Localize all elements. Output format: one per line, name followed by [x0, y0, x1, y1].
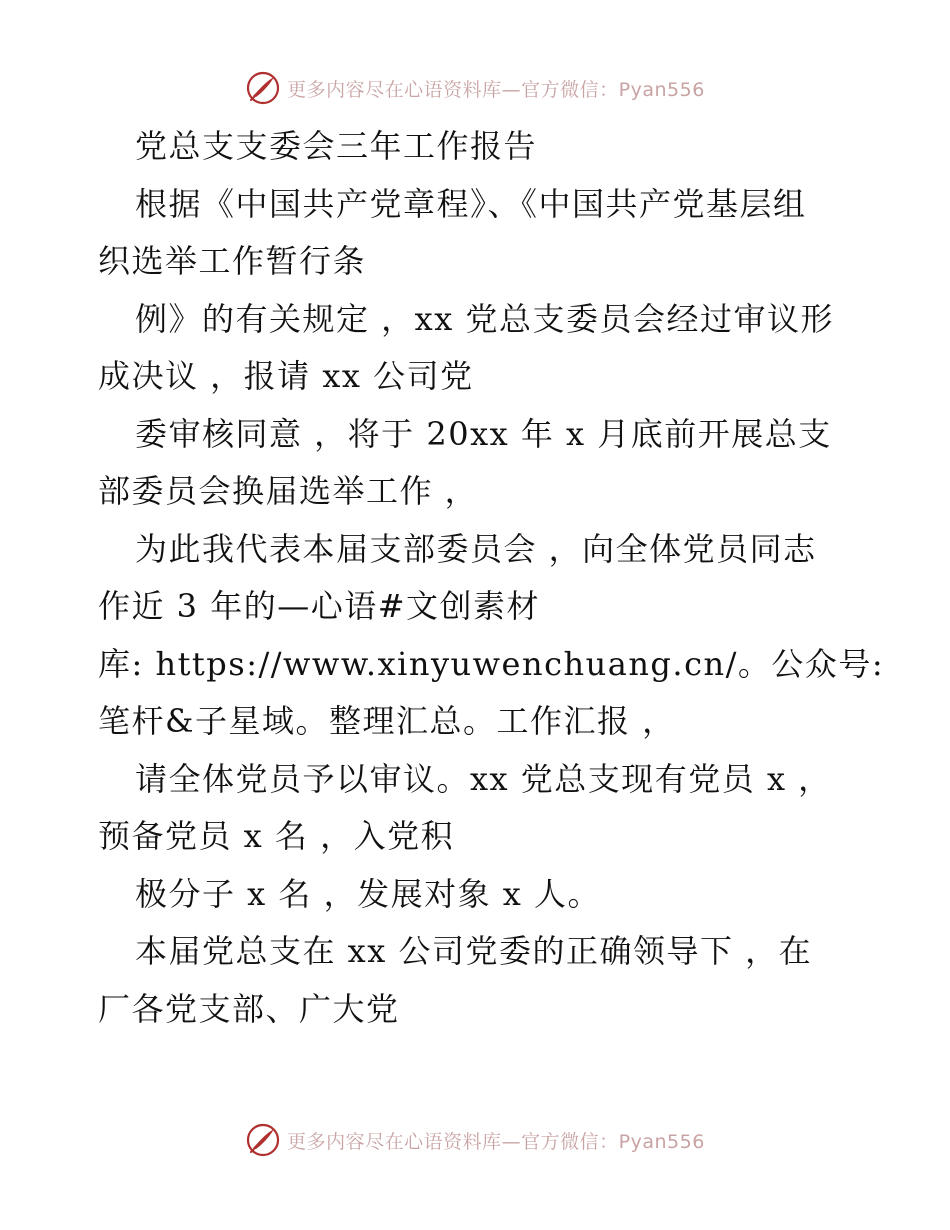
- watermark-text: 更多内容尽在心语资料库—官方微信：Pyan556: [287, 1130, 705, 1153]
- text-line: 委审核同意 ，将于 20xx 年 x 月底前开展总支: [135, 414, 832, 453]
- header-watermark-banner: [0, 70, 950, 106]
- text-line: 党总支支委会三年工作报告: [135, 127, 538, 165]
- text-line: 成决议 ，报请 xx 公司党: [98, 357, 474, 395]
- text-line: 笔杆&子星域。整理汇总。工作汇报 ，: [98, 702, 676, 740]
- text-line: 本届党总支在 xx 公司党委的正确领导下 ，在: [135, 932, 813, 970]
- text-line: 库: https://www.xinyuwenchuang.cn/。公众号:: [98, 644, 885, 683]
- text-line: 作近 3 年的—心语#文创素材: [98, 587, 541, 625]
- document-body: [98, 118, 885, 1038]
- text-line: 极分子 x 名 ，发展对象 x 人。: [135, 874, 601, 913]
- footer-watermark-banner: [0, 1122, 950, 1158]
- text-line: 根据《中国共产党章程》、《中国共产党基层组: [135, 184, 807, 223]
- text-line: 预备党员 x 名 ，入党积: [98, 817, 455, 855]
- text-line: 部委员会换届选举工作 ，: [98, 472, 479, 510]
- text-line: 请全体党员予以审议。xx 党总支现有党员 x ，: [135, 759, 832, 798]
- text-line: 例》的有关规定 ，xx 党总支委员会经过审议形: [135, 299, 834, 338]
- watermark-text: 更多内容尽在心语资料库—官方微信：Pyan556: [287, 78, 705, 101]
- text-line: 为此我代表本届支部委员会 ，向全体党员同志: [135, 529, 817, 568]
- quill-seal-logo-icon: [245, 1122, 281, 1158]
- text-line: 厂各党支部、广大党: [98, 989, 400, 1028]
- quill-seal-logo-icon: [245, 70, 281, 106]
- text-line: 织选举工作暂行条: [98, 242, 367, 280]
